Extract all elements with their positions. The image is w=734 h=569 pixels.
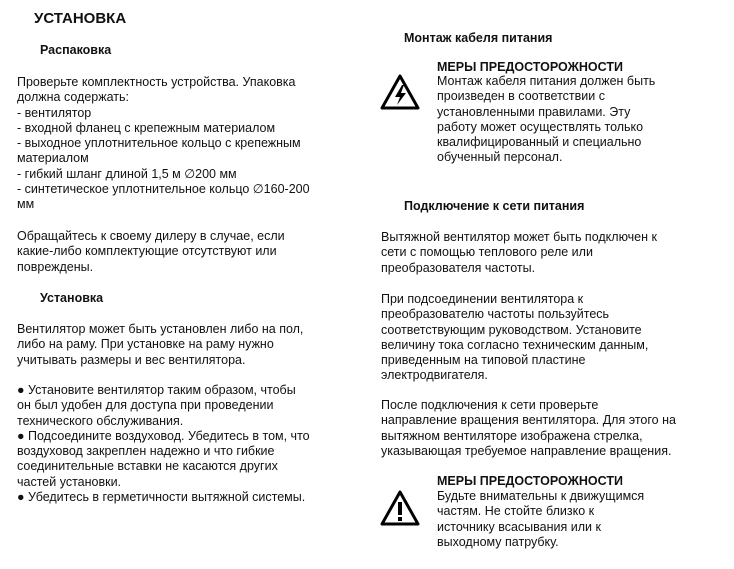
text-line: сети с помощью теплового реле или xyxy=(381,245,593,260)
unpacking-text xyxy=(17,75,310,213)
text-line: вытяжном вентиляторе изображена стрелка, xyxy=(381,428,643,443)
text-line: преобразователя частоты. xyxy=(381,260,536,275)
dealer-paragraph xyxy=(17,229,285,275)
bullet-continuation: воздуховод закреплен надежно и что гибкие xyxy=(17,444,275,459)
text-line: направление вращения вентилятора. Для этого на xyxy=(381,413,676,428)
mains-heading: Подключение к сети питания xyxy=(404,199,585,213)
moving-parts-warning-text xyxy=(437,489,644,550)
list-item: - вентилятор xyxy=(17,105,92,120)
text-line: повреждены. xyxy=(17,259,94,274)
mains-paragraph-1 xyxy=(381,230,657,276)
text-line: учитывать размеры и вес вентилятора. xyxy=(17,352,246,367)
bullet-continuation: он был удобен для доступа при проведении xyxy=(17,398,274,413)
text-line: электродвигателя. xyxy=(381,368,488,383)
warning-title: МЕРЫ ПРЕДОСТОРОЖНОСТИ xyxy=(437,60,623,74)
bullet-continuation: соединительные вставки не касаются других xyxy=(17,459,278,474)
cable-heading: Монтаж кабеля питания xyxy=(404,31,553,45)
text-line: величину тока согласно техническим данным, xyxy=(381,337,649,352)
text-line: либо на раму. При установке на раму нужно xyxy=(17,337,274,352)
bullet-item: ● Убедитесь в герметичности вытяжной системы. xyxy=(17,490,306,505)
text-line: Вентилятор может быть установлен либо на пол, xyxy=(17,322,304,336)
bullet-continuation: технического обслуживания. xyxy=(17,413,184,428)
bullet-continuation: частей установки. xyxy=(17,474,122,489)
section-title: УСТАНОВКА xyxy=(34,10,127,27)
warning-title: МЕРЫ ПРЕДОСТОРОЖНОСТИ xyxy=(437,474,623,488)
text-line: Будьте внимательны к движущимся xyxy=(437,489,645,503)
cable-warning-text xyxy=(437,74,655,166)
list-item-continuation: материалом xyxy=(17,151,89,166)
text-line: выходному патрубку. xyxy=(437,534,559,549)
text-line: установленными правилами. Эту xyxy=(437,104,631,119)
text-line: источнику всасывания или к xyxy=(437,519,601,534)
list-item: - гибкий шланг длиной 1,5 м ∅200 мм xyxy=(17,166,237,181)
text-line: приведенным на типовой пластине xyxy=(381,353,586,368)
text-line: квалифицированный и специально xyxy=(437,135,642,150)
text-line: При подсоединении вентилятора к xyxy=(381,292,584,306)
bullet-item: ● Подсоедините воздуховод. Убедитесь в том, что xyxy=(17,428,310,443)
text-line: Обращайтесь к своему дилеру в случае, если xyxy=(17,229,285,243)
text-line: должна содержать: xyxy=(17,90,129,105)
list-item: - входной фланец с крепежным материалом xyxy=(17,120,276,135)
unpacking-heading: Распаковка xyxy=(40,43,112,57)
installation-bullets xyxy=(17,383,310,505)
text-line: После подключения к сети проверьте xyxy=(381,398,599,412)
text-line: преобразователю частоты пользуйтесь xyxy=(381,307,610,322)
text-line: произведен в соответствии с xyxy=(437,89,605,104)
text-line: какие-либо комплектующие отсутствуют или xyxy=(17,244,277,259)
list-item-continuation: мм xyxy=(17,197,35,212)
text-line: соответствующим руководством. Установите xyxy=(381,322,642,337)
exclamation-warning-icon xyxy=(380,490,420,526)
mains-paragraph-3 xyxy=(381,398,676,459)
list-item: - выходное уплотнительное кольцо с крепежным xyxy=(17,136,301,151)
text-line: Вытяжной вентилятор может быть подключен к xyxy=(381,230,657,244)
text-line: Монтаж кабеля питания должен быть xyxy=(437,74,656,88)
text-line: обученный персонал. xyxy=(437,150,563,165)
text-line: Проверьте комплектность устройства. Упаковка xyxy=(17,75,296,89)
text-line: работу может осуществлять только xyxy=(437,119,644,134)
bullet-item: ● Установите вентилятор таким образом, чтобы xyxy=(17,383,296,397)
electric-hazard-icon xyxy=(380,74,420,110)
list-item: - синтетическое уплотнительное кольцо ∅160-200 xyxy=(17,182,310,197)
text-line: частям. Не стойте близко к xyxy=(437,504,595,519)
text-line: указывающая требуемое направление вращения. xyxy=(381,443,672,458)
installation-heading: Установка xyxy=(40,291,104,305)
mains-paragraph-2 xyxy=(381,292,648,384)
installation-intro xyxy=(17,322,303,368)
